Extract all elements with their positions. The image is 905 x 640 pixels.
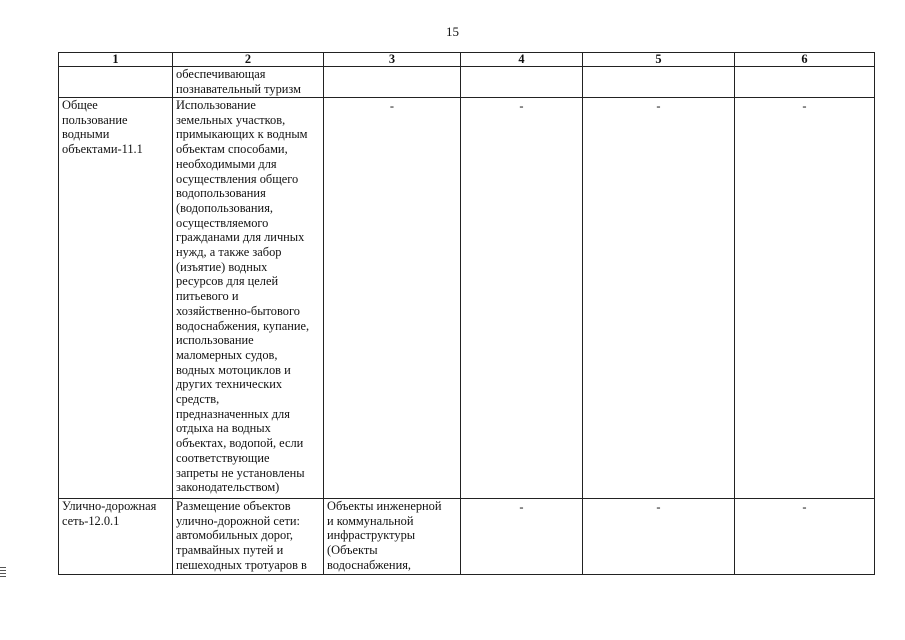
regulations-table <box>58 52 875 575</box>
table-cell <box>461 67 583 98</box>
cell-text: Общее пользование водными объектами-11.1 <box>62 98 143 157</box>
table-cell <box>583 499 735 575</box>
column-header-4: 4 <box>461 53 583 67</box>
page-number: 15 <box>446 24 459 39</box>
table-cell <box>324 67 461 98</box>
cell-text: Улично-дорожная сеть-12.0.1 <box>62 499 157 528</box>
table-cell <box>461 499 583 575</box>
cell-text: - <box>802 99 807 113</box>
table-row <box>59 98 875 499</box>
table-cell <box>324 98 461 499</box>
cell-text: Размещение объектов улично-дорожной сети: автомобильных дорог, трамвайных путей и пешеходных тротуаров в <box>176 499 307 572</box>
table-cell <box>461 98 583 499</box>
cell-text: - <box>656 99 661 113</box>
column-header-3: 3 <box>324 53 461 67</box>
table-cell <box>173 98 324 499</box>
cell-text: - <box>802 500 807 514</box>
column-header-2: 2 <box>173 53 324 67</box>
cell-text: Объекты инженерной и коммунальной инфраструктуры (Объекты водоснабжения, <box>327 499 442 572</box>
table-cell <box>173 499 324 575</box>
table-cell <box>583 98 735 499</box>
cell-text: обеспечивающая познавательный туризм <box>176 67 301 96</box>
table-cell <box>583 67 735 98</box>
table-cell <box>735 67 875 98</box>
table-cell <box>735 98 875 499</box>
table-cell <box>735 499 875 575</box>
table-cell <box>59 67 173 98</box>
scan-margin-mark <box>0 567 6 579</box>
column-header-1: 1 <box>59 53 173 67</box>
column-header-5: 5 <box>583 53 735 67</box>
cell-text: Использование земельных участков, примыкающих к водным объектам способами, необходимыми для осуществления общего водопользования (водопользования, осуществляемого гражданами для личных нужд, а также забор (изъятие) водных ресурсов для целей питьевого и хозяйственно-бытового водоснабжения, купание, использование маломерных судов, водных мотоциклов и других технических средств, предназначенных для отдыха на водных объектах, водопой, если соответствующие запреты не установлены законодательством) <box>176 98 310 495</box>
table-header-row <box>59 53 875 67</box>
table-row <box>59 499 875 575</box>
table-row <box>59 67 875 98</box>
table-cell <box>173 67 324 98</box>
table-cell <box>324 499 461 575</box>
table-cell <box>59 499 173 575</box>
cell-text: - <box>656 500 661 514</box>
column-header-6: 6 <box>735 53 875 67</box>
cell-text: - <box>519 500 524 514</box>
table-cell <box>59 98 173 499</box>
cell-text: - <box>389 99 395 113</box>
cell-text: - <box>519 99 524 113</box>
